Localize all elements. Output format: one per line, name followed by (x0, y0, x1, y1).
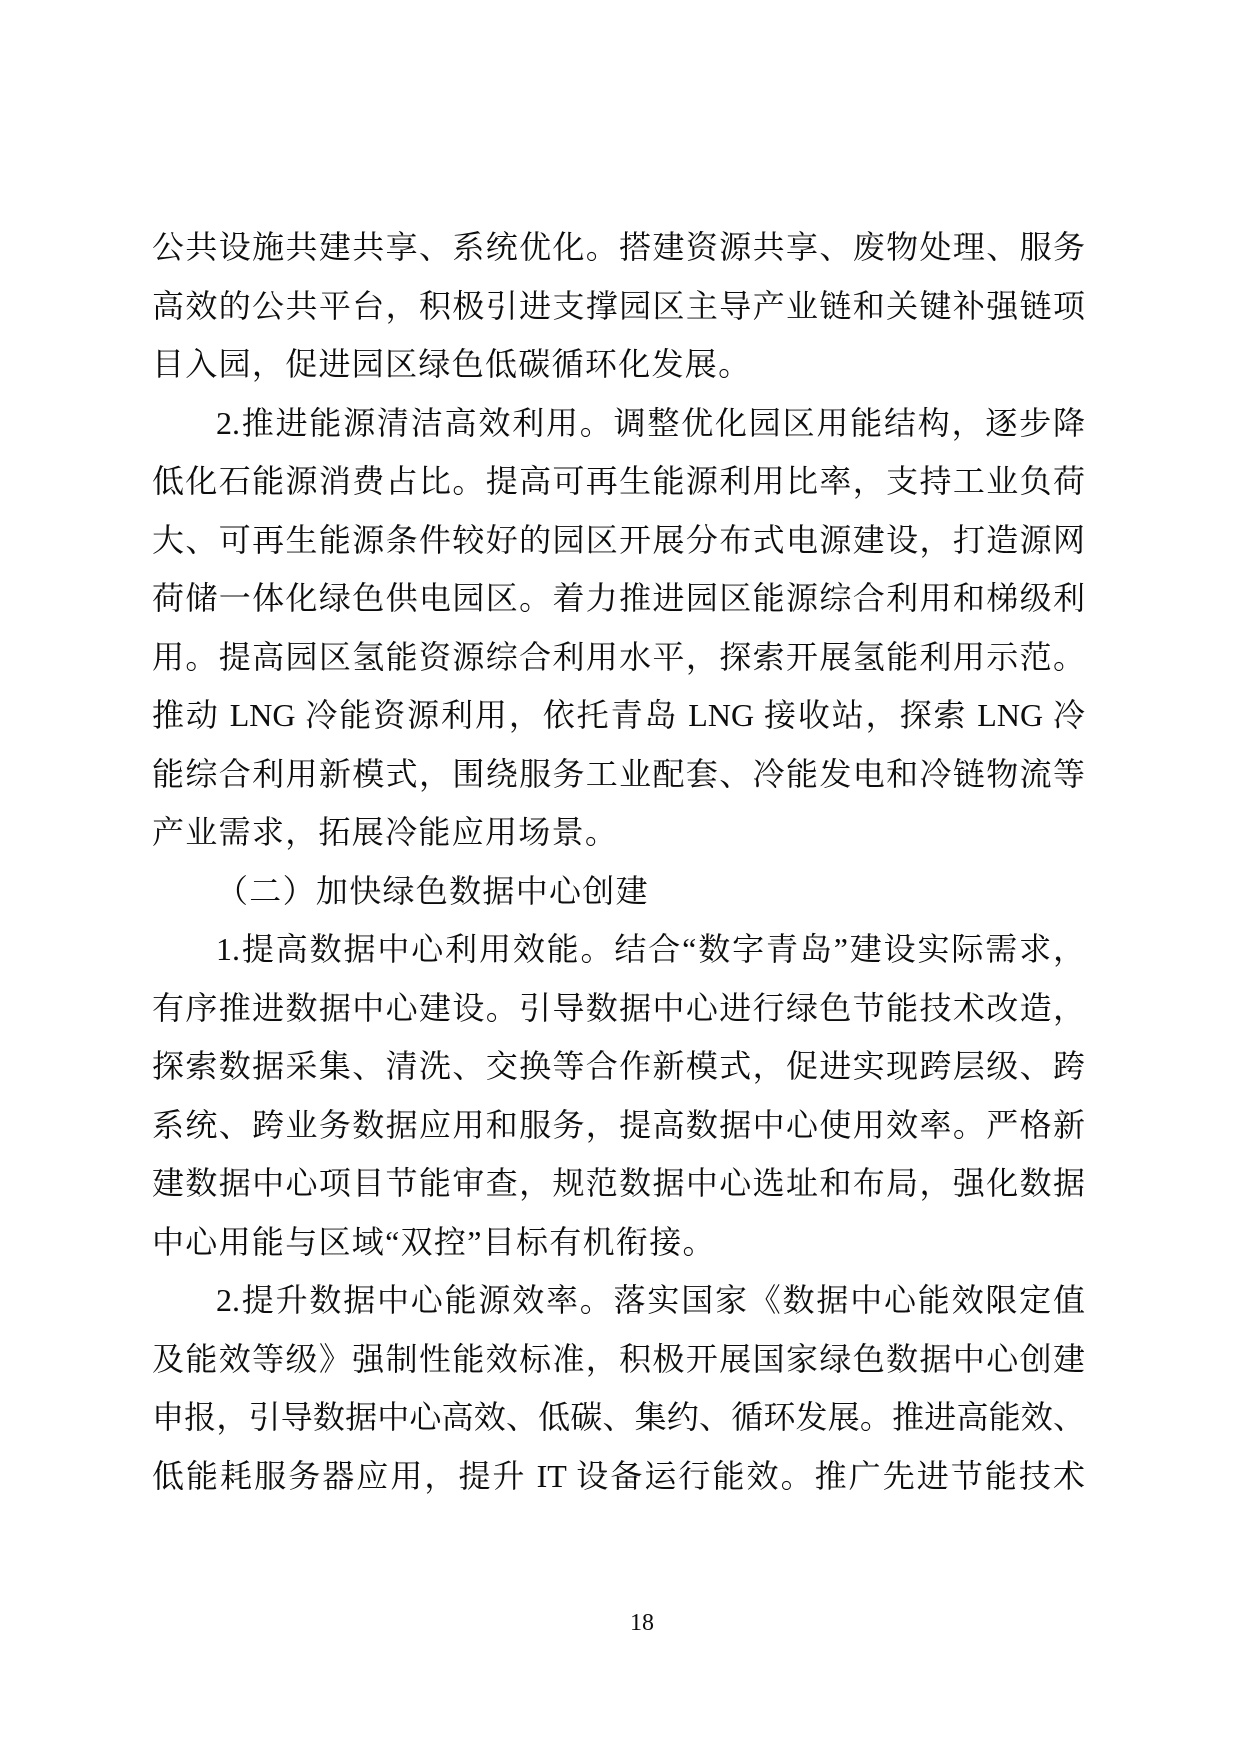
text-line: 大、可再生能源条件较好的园区开展分布式电源建设，打造源网 (152, 521, 1085, 558)
text-line: 申报，引导数据中心高效、低碳、集约、循环发展。推进高能效、 (152, 1399, 1085, 1435)
text-line: 高效的公共平台，积极引进支撑园区主导产业链和关键补强链项 (152, 287, 1085, 324)
text-line: 及能效等级》强制性能效标准，积极开展国家绿色数据中心创建 (152, 1340, 1085, 1377)
text-line: 用。提高园区氢能资源综合利用水平，探索开展氢能利用示范。 (152, 638, 1085, 675)
text-line: 目入园，促进园区绿色低碳循环化发展。 (152, 346, 752, 382)
text-line: 1.提高数据中心利用效能。结合“数字青岛”建设实际需求， (216, 931, 1085, 967)
text-line: 有序推进数据中心建设。引导数据中心进行绿色节能技术改造， (152, 989, 1085, 1026)
text-line: 系统、跨业务数据应用和服务，提高数据中心使用效率。严格新 (152, 1106, 1085, 1143)
section-heading: （二）加快绿色数据中心创建 (216, 872, 649, 909)
text-line: 2.推进能源清洁高效利用。调整优化园区用能结构，逐步降 (216, 404, 1085, 441)
page-number: 18 (630, 1610, 654, 1636)
text-line: 低化石能源消费占比。提高可再生能源利用比率，支持工业负荷 (152, 463, 1085, 499)
text-line: 2.提升数据中心能源效率。落实国家《数据中心能效限定值 (216, 1282, 1085, 1318)
page-footer (0, 1608, 1240, 1638)
text-line: 低能耗服务器应用，提升 IT 设备运行能效。推广先进节能技术 (152, 1457, 1085, 1494)
text-line: 中心用能与区域“双控”目标有机衔接。 (152, 1223, 716, 1260)
text-line: 能综合利用新模式，围绕服务工业配套、冷能发电和冷链物流等 (152, 755, 1085, 792)
document-body (152, 218, 1085, 1505)
text-line: 公共设施共建共享、系统优化。搭建资源共享、废物处理、服务 (152, 229, 1085, 265)
text-line: 探索数据采集、清洗、交换等合作新模式，促进实现跨层级、跨 (152, 1048, 1085, 1084)
text-line: 荷储一体化绿色供电园区。着力推进园区能源综合利用和梯级利 (152, 580, 1085, 616)
text-line: 建数据中心项目节能审查，规范数据中心选址和布局，强化数据 (152, 1165, 1085, 1201)
text-line: 产业需求，拓展冷能应用场景。 (152, 814, 619, 850)
text-line: 推动 LNG 冷能资源利用，依托青岛 LNG 接收站，探索 LNG 冷 (152, 697, 1085, 733)
